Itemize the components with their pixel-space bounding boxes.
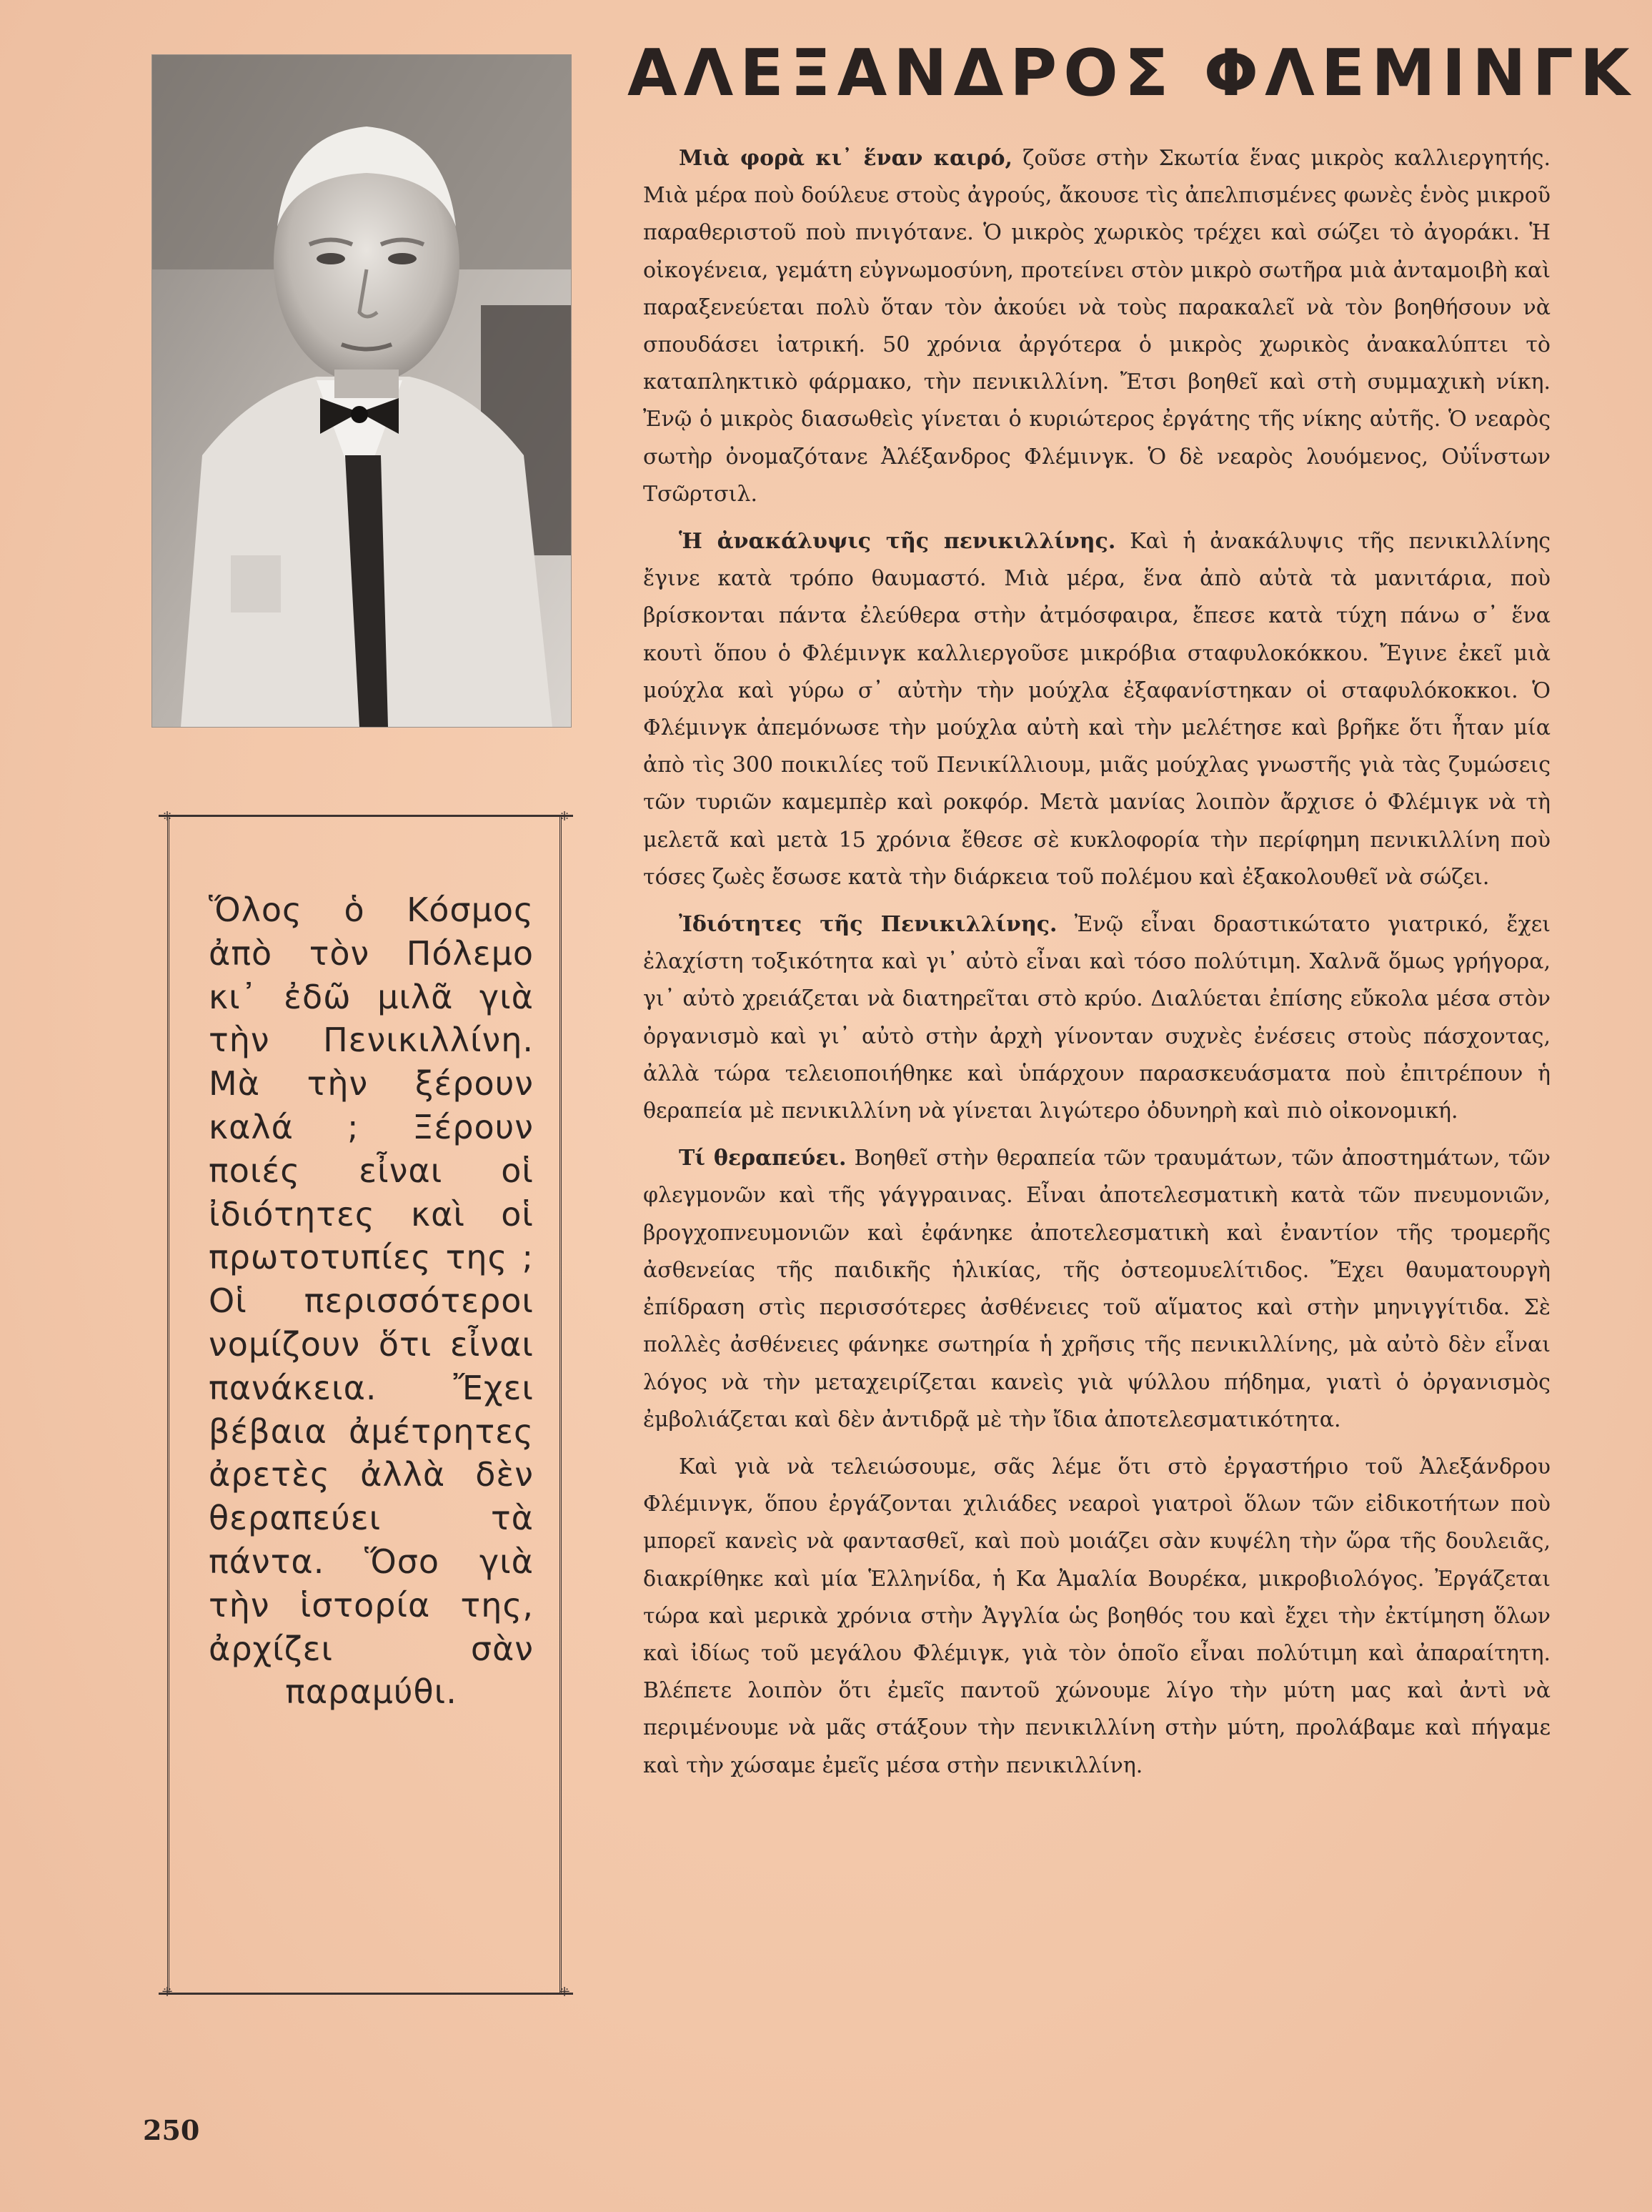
paragraph-lead: Ἡ ἀνακάλυψις τῆς πενικιλλίνης.: [679, 529, 1116, 555]
paragraph-text: ζοῦσε στὴν Σκωτία ἕνας μικρὸς καλλιεργητής. Μιὰ μέρα ποὺ δούλευε στοὺς ἀγρούς, ἄκουσε τὶς ἀπελπισμένες φωνὲς ἑνὸς μικροῦ παραθεριστοῦ ποὺ πνιγότανε. Ὁ μικρὸς χωρικὸς τρέχει καὶ σώζει τὸ ἀγοράκι. Ἡ οἰκογένεια, γεμάτη εὐγνωμοσύνη, προτείνει στὸν μικρὸ σωτῆρα μιὰ ἀνταμοιβὴ καὶ παραξενεύεται πολὺ ὅταν τὸν ἀκούει νὰ τοὺς παρακαλεῖ νὰ τὸν βοηθήσουν νὰ σπουδάσει ἰατρική. 50 χρόνια ἀργότερα ὁ μικρὸς χωρικὸς ἀνακαλύπτει τὸ καταπληκτικὸ φάρμακο, τὴν πενικιλλίνη. Ἔτσι βοηθεῖ καὶ στὴ συμμαχικὴ νίκη. Ἐνῷ ὁ μικρὸς διασωθεὶς γίνεται ὁ κυριώτερος ἐργάτης τῆς νίκης αὐτῆς. Ὁ νεαρὸς σωτὴρ ὀνομαζότανε Ἀλέξανδρος Φλέμινγκ. Ὁ δὲ νεαρὸς λουόμενος, Οὐΐνστων Τσῶρτσιλ.: [643, 146, 1551, 507]
portrait-image: [152, 55, 571, 727]
article-paragraph: [643, 523, 1551, 896]
portrait-photo: [151, 54, 572, 728]
paragraph-lead: Ἰδιότητες τῆς Πενικιλλίνης.: [679, 912, 1058, 938]
corner-ornament: ⁜: [161, 1985, 173, 2000]
paragraph-lead: Μιὰ φορὰ κι᾽ ἕναν καιρό,: [679, 146, 1013, 171]
corner-ornament: ⁜: [559, 809, 570, 824]
article-paragraph: [643, 140, 1551, 513]
paragraph-text: Καὶ γιὰ νὰ τελειώσουμε, σᾶς λέμε ὅτι στὸ ἐργαστήριο τοῦ Ἀλεξάνδρου Φλέμινγκ, ὅπου ἐργάζονται χιλιάδες νεαροὶ γιατροὶ ὅλων τῶν εἰδικοτήτων ποὺ μπορεῖ κανεὶς νὰ φαντασθεῖ, καὶ ποὺ μοιάζει σὰν κυψέλη τὴν ὥρα τῆς δουλειᾶς, διακρίθηκε καὶ μία Ἑλληνίδα, ἡ Κα Ἀμαλία Βουρέκα, μικροβιολόγος. Ἐργάζεται τώρα καὶ μερικὰ χρόνια στὴν Ἀγγλία ὡς βοηθός του καὶ ἔχει τὴν ἐκτίμηση ὅλων καὶ ἰδίως τοῦ μεγάλου Φλέμιγκ, γιὰ τὸν ὁποῖο εἶναι πολύτιμη καὶ ἀπαραίτητη. Βλέπετε λοιπὸν ὅτι ἐμεῖς παντοῦ χώνουμε λίγο τὴν μύτη μας καὶ ἀντὶ νὰ περιμένουμε νὰ μᾶς στάξουν τὴν πενικιλλίνη στὴν μύτη, προλάβαμε καὶ πήγαμε καὶ τὴν χώσαμε ἐμεῖς μέσα στὴν πενικιλλίνη.: [643, 1454, 1551, 1778]
paragraph-text: Ἐνῷ εἶναι δραστικώτατο γιατρικό, ἔχει ἐλαχίστη τοξικότητα καὶ γι᾽ αὐτὸ εἶναι καὶ τόσο πολύτιμη. Χαλνᾶ ὅμως γρήγορα, γι᾽ αὐτὸ χρειάζεται νὰ διατηρεῖται στὸ κρύο. Διαλύεται ἐπίσης εὔκολα μέσα στὸν ὀργανισμὸ καὶ γι᾽ αὐτὸ στὴν ἀρχὴ γίνονταν συχνὲς ἐνέσεις στοὺς πάσχοντας, ἀλλὰ τώρα τελειοποιήθηκε καὶ ὑπάρχουν παρασκευάσματα ποὺ ἐπιτρέπουν ἡ θεραπεία μὲ πενικιλλίνη νὰ γίνεται λιγώτερο ὀδυνηρὴ καὶ πιὸ οἰκονομική.: [643, 912, 1551, 1124]
article-title: ΑΛΕΞΑΝΔΡΟΣ ΦΛΕΜΙΝΓΚ: [627, 36, 1636, 111]
paragraph-lead: Τί θεραπεύει.: [679, 1146, 847, 1171]
corner-ornament: ⁜: [559, 1985, 570, 2000]
paragraph-text: Καὶ ἡ ἀνακάλυψις τῆς πενικιλλίνης ἔγινε κατὰ τρόπο θαυμαστό. Μιὰ μέρα, ἕνα ἀπὸ αὐτὰ τὰ μανιτάρια, ποὺ βρίσκονται πάντα ἐλεύθερα στὴν ἀτμόσφαιρα, ἔπεσε κατὰ τύχη πάνω σ᾽ ἕνα κουτὶ ὅπου ὁ Φλέμινγκ καλλιεργοῦσε μικρόβια σταφυλοκόκκου. Ἔγινε ἐκεῖ μιὰ μούχλα καὶ γύρω σ᾽ αὐτὴν τὴν μούχλα ἐξαφανίστηκαν οἱ σταφυλόκοκκοι. Ὁ Φλέμινγκ ἀπεμόνωσε τὴν μούχλα αὐτὴ καὶ τὴν μελέτησε καὶ βρῆκε ὅτι ἦταν μία ἀπὸ τὶς 300 ποικιλίες τοῦ Πενικίλλιουμ, μιᾶς μούχλας γνωστῆς γιὰ τὰς ζυμώσεις τῶν τυριῶν καμεμπὲρ καὶ ροκφόρ. Μετὰ μανίας λοιπὸν ἄρχισε ὁ Φλέμιγκ νὰ τὴ μελετᾶ καὶ μετὰ 15 χρόνια ἔθεσε σὲ κυκλοφορία τὴν περίφημη πενικιλλίνη ποὺ τόσες ζωὲς ἔσωσε κατὰ τὴν διάρκεια τοῦ πολέμου καὶ ἐξακολουθεῖ νὰ σώζει.: [643, 529, 1551, 890]
article-paragraph: [643, 1449, 1551, 1785]
quote-box-right-border: [559, 817, 564, 1993]
paragraph-text: Βοηθεῖ στὴν θεραπεία τῶν τραυμάτων, τῶν ἀποστημάτων, τῶν φλεγμονῶν καὶ τῆς γάγγραινας. Εἶναι ἀποτελεσματικὴ κατὰ τῶν πνευμονιῶν, βρογχοπνευμονιῶν καὶ ἐφάνηκε ἀποτελεσματικὴ καὶ ἐναντίον τῆς τρομερῆς ἀσθενείας τῆς παιδικῆς ἡλικίας, τῆς ὀστεομυελίτιδος. Ἔχει θαυματουργὴ ἐπίδραση στὶς περισσότερες ἀσθένειες τοῦ αἵματος καὶ στὴν μηνιγγίτιδα. Σὲ πολλὲς ἀσθένειες φάνηκε σωτηρία ἡ χρῆσις τῆς πενικιλλίνης, μὰ αὐτὸ δὲν εἶναι λόγος νὰ τὴν μεταχειρίζεται κανεὶς γιὰ ψύλλου πήδημα, γιατὶ ὁ ὀργανισμὸς ἐμβολιάζεται καὶ δὲν ἀντιδρᾷ μὲ τὴν ἴδια ἀποτελεσματικότητα.: [643, 1146, 1551, 1432]
article-body: [643, 140, 1551, 1795]
quote-box: [159, 809, 573, 2000]
sidebar-quote: Ὅλος ὁ Κόσμος ἀπὸ τὸν Πόλεμο κι᾽ ἐδῶ μιλᾶ γιὰ τὴν Πενικιλλίνη. Μὰ τὴν ξέρουν καλά ; Ξέρουν ποιές εἶναι οἱ ἰδιότητες καὶ οἱ πρωτοτυπίες της ; Οἱ περισσότεροι νομίζουν ὅτι εἶναι πανάκεια. Ἔχει βέβαια ἀμέτρητες ἀρετὲς ἀλλὰ δὲν θεραπεύει τὰ πάντα. Ὅσο γιὰ τὴν ἱστορία της, ἀρχίζει σὰν παραμύθι.: [209, 891, 534, 1712]
article-paragraph: [643, 1140, 1551, 1439]
quote-box-left-border: [167, 817, 172, 1993]
article-paragraph: [643, 906, 1551, 1130]
page-number: 250: [143, 2114, 200, 2146]
corner-ornament: ⁜: [161, 809, 173, 824]
